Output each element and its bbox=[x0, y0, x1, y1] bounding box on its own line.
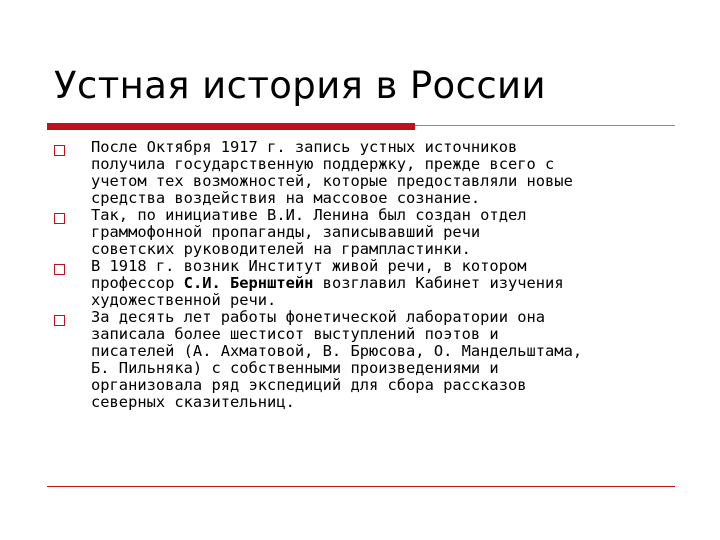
bullet-item-1 bbox=[54, 139, 680, 207]
slide-title: Устная история в России bbox=[54, 64, 546, 107]
bullet-text: Так, по инициативе В.И. Ленина был создан отдел граммофонной пропаганды, записывавший речи советских руководителей на грампластинки. bbox=[91, 206, 527, 258]
bullet-text-part: возглавил Кабинет изучения художественной речи. bbox=[91, 274, 564, 309]
bullet-text: За десять лет работы фонетической лаборатории она записала более шестисот выступлений поэтов и писателей (А. Ахматовой, В. Брюсова, О. Мандельштама, Б. Пильняка) с собственными произведениями и организовала ряд экспедиций для сбора рассказов северных сказительниц. bbox=[91, 308, 583, 411]
bullet-item-2 bbox=[54, 207, 680, 258]
bullet-item-4 bbox=[54, 309, 680, 411]
hollow-square-icon bbox=[54, 213, 65, 224]
footer-divider-line bbox=[47, 486, 675, 487]
hollow-square-icon bbox=[54, 315, 65, 326]
bullet-item-3 bbox=[54, 258, 680, 309]
hollow-square-icon bbox=[54, 264, 65, 275]
bullet-text: После Октября 1917 г. запись устных источников получила государственную поддержку, прежде всего с учетом тех возможностей, которые предоставляли новые средства воздействия на массовое сознание. bbox=[91, 138, 573, 207]
hollow-square-icon bbox=[54, 145, 65, 156]
title-accent-bar bbox=[47, 123, 415, 130]
bullet-text-bold-name: С.И. Бернштейн bbox=[183, 274, 314, 292]
bullet-text-part: В 1918 г. возник Институт живой речи, в котором профессор bbox=[91, 257, 527, 292]
bullet-text bbox=[91, 258, 680, 309]
bullet-list bbox=[54, 139, 680, 411]
